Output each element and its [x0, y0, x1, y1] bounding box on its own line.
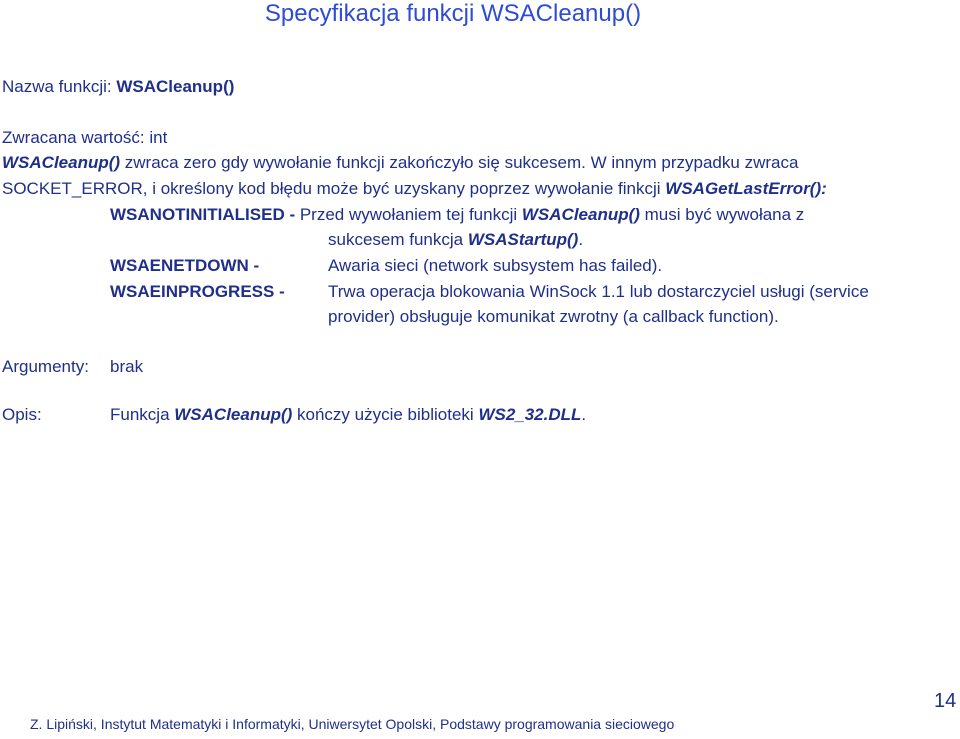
- name-row: [2, 76, 234, 98]
- error-code: WSANOTINITIALISED -: [110, 205, 296, 224]
- description-error-code: SOCKET_ERROR: [2, 179, 143, 198]
- error-code-einprogress: WSAEINPROGRESS -: [110, 282, 285, 301]
- opis-post: .: [581, 405, 587, 424]
- return-row: [2, 127, 167, 149]
- page-number: 14: [934, 690, 957, 712]
- args-value: brak: [110, 357, 144, 376]
- error-desc-einprogress-continuation: provider) obsługuje komunikat zwrotny (a callback function).: [328, 307, 779, 326]
- opis-mid: kończy użycie biblioteki: [292, 405, 479, 424]
- return-value: int: [149, 128, 168, 147]
- error-cont-function: WSAStartup(): [467, 230, 579, 249]
- page-title: Specyfikacja funkcji WSACleanup(): [264, 0, 642, 27]
- opis-library: WS2_32.DLL: [478, 405, 582, 424]
- description-line-2: [2, 178, 827, 200]
- args-label: Argumenty:: [2, 357, 89, 376]
- error-cont-pre: sukcesem funkcja: [328, 230, 468, 249]
- opis-text: [110, 404, 586, 426]
- error-desc-function: WSACleanup(): [521, 205, 640, 224]
- description-line-1: [2, 152, 798, 174]
- error-desc-post: musi być wywołana z: [639, 205, 805, 224]
- description-text-1: zwraca zero gdy wywołanie funkcji zakończyło się sukcesem. W innym przypadku zwraca: [120, 153, 799, 172]
- name-value: WSACleanup(): [116, 77, 235, 96]
- error-row-notinitialised: [110, 204, 804, 226]
- error-code-enetdown: WSAENETDOWN -: [110, 256, 260, 275]
- opis-pre: Funkcja: [110, 405, 175, 424]
- footer: Z. Lipiński, Instytut Matematyki i Informatyki, Uniwersytet Opolski, Podstawy programowania sieciowego: [30, 716, 675, 732]
- error-desc-einprogress: Trwa operacja blokowania WinSock 1.1 lub dostarczyciel usługi (service: [328, 282, 869, 301]
- opis-function: WSACleanup(): [174, 405, 293, 424]
- opis-label: Opis:: [2, 405, 42, 424]
- description-text-2: , i określony kod błędu może być uzyskany poprzez wywołanie finkcji: [142, 179, 666, 198]
- name-label: Nazwa funkcji:: [2, 77, 112, 96]
- description-function-name: WSACleanup(): [2, 153, 121, 172]
- return-label: Zwracana wartość:: [2, 128, 145, 147]
- description-getlasterror: WSAGetLastError():: [665, 179, 827, 198]
- error-row-notinitialised-continuation: [328, 229, 583, 251]
- error-desc-enetdown: Awaria sieci (network subsystem has failed).: [328, 256, 663, 275]
- error-desc-pre: Przed wywołaniem tej funkcji: [295, 205, 522, 224]
- error-cont-post: .: [578, 230, 584, 249]
